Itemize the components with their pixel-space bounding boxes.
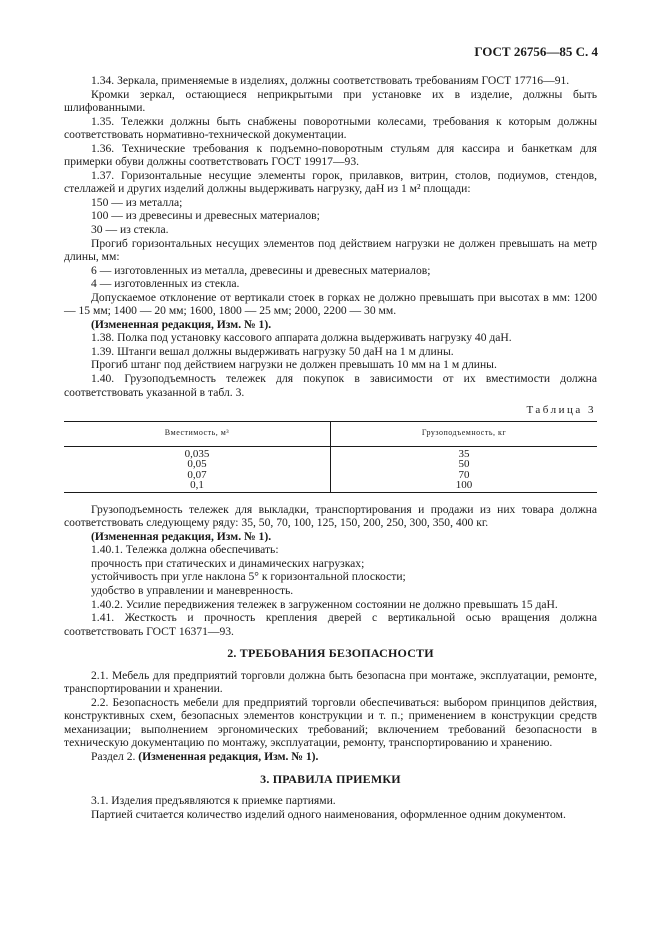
paragraph: (Измененная редакция, Изм. № 1). — [91, 317, 272, 331]
capacity-table — [64, 421, 597, 493]
paragraph: Прогиб штанг под действием нагрузки не должен превышать 10 мм на 1 м длины. — [91, 358, 497, 372]
table-header-row — [64, 421, 597, 446]
cell-load: 50 — [458, 458, 470, 471]
paragraph: 2.2. Безопасность мебели для предприятий торговли обеспечиваться: выбором принципов действия, конструктивных схем, безопасных элементов конструкции и т. п.; применением в конструкции средств механизации; выполнением эргономических требований; включением требований безопасности в техническую документацию по монтажу, эксплуатации, ремонту, транспортированию и хранению. — [64, 695, 597, 750]
table-header-capacity: Вместимость, м³ — [64, 421, 331, 446]
paragraph: 1.40.2. Усилие передвижения тележек в загруженном состоянии не должно превышать 15 даН. — [91, 597, 558, 611]
paragraph: 1.38. Полка под установку кассового аппарата должна выдерживать нагрузку 40 даН. — [91, 331, 512, 345]
page-header: ГОСТ 26756—85 С. 4 — [474, 44, 598, 59]
section-2-note-prefix: Раздел 2. — [91, 749, 139, 763]
paragraph: 150 — из металла; — [91, 195, 183, 209]
document-body — [64, 74, 597, 821]
paragraph: 100 — из древесины и древесных материалов; — [91, 209, 320, 223]
paragraph: Грузоподъемность тележек для выкладки, транспортирования и продажи из них товара должна соответствовать следующему ряду: 35, 50, 70, 100, 125, 150, 200, 250, 300, 350, 400 кг. — [64, 502, 597, 530]
paragraph: 1.35. Тележки должны быть снабжены поворотными колесами, требования к которым должны соответствовать нормативно-технической документации. — [64, 114, 597, 142]
section-2-note-bold: (Измененная редакция, Изм. № 1). — [138, 749, 319, 763]
cell-load: 70 — [458, 468, 470, 481]
paragraph: 1.37. Горизонтальные несущие элементы горок, прилавков, витрин, столов, подиумов, стендов, стеллажей и других изделий должны выдерживать нагрузку, даН из 1 м² площади: — [64, 168, 597, 196]
paragraph: 3.1. Изделия предъявляются к приемке партиями. — [91, 794, 336, 808]
paragraph: (Измененная редакция, Изм. № 1). — [91, 529, 272, 543]
cell-load: 35 — [458, 447, 470, 460]
paragraph: удобство в управлении и маневренность. — [91, 583, 294, 597]
cell-capacity: 0,07 — [64, 470, 331, 481]
paragraph: Прогиб горизонтальных несущих элементов под действием нагрузки не должен превышать на метр длины, мм: — [64, 236, 597, 264]
cell-capacity: 0,05 — [64, 459, 331, 470]
paragraph: Партией считается количество изделий одного наименования, оформленное одним документом. — [91, 807, 566, 821]
paragraph: 2.1. Мебель для предприятий торговли должна быть безопасна при монтаже, эксплуатации, ремонте, транспортировании и хранении. — [64, 668, 597, 696]
paragraph: прочность при статических и динамических нагрузках; — [91, 556, 365, 570]
section-2-title: 2. ТРЕБОВАНИЯ БЕЗОПАСНОСТИ — [227, 646, 434, 661]
table-row — [64, 470, 597, 481]
paragraph: 1.34. Зеркала, применяемые в изделиях, должны соответствовать требованиям ГОСТ 17716—91. — [91, 74, 570, 87]
paragraph: 1.36. Технические требования к подъемно-поворотным стульям для кассира и банкеткам для примерки обуви должны соответствовать ГОСТ 19917—93. — [64, 141, 597, 169]
paragraph: Допускаемое отклонение от вертикали стоек в горках не должно превышать при высотах в мм: 1200 — 15 мм; 1400 — 20 мм; 1600, 1800 — 25 мм; 2000, 2200 — 30 мм. — [64, 290, 597, 318]
cell-capacity: 0,035 — [64, 446, 331, 459]
table-caption: Таблица 3 — [526, 404, 596, 417]
table-row — [64, 480, 597, 492]
paragraph: 1.39. Штанги вешал должны выдерживать нагрузку 50 даН на 1 м длины. — [91, 344, 454, 358]
paragraph: устойчивость при угле наклона 5° к горизонтальной плоскости; — [91, 570, 406, 584]
paragraphs-before-table — [64, 74, 597, 399]
paragraph: 1.41. Жесткость и прочность крепления дверей с вертикальной осью вращения должна соответствовать ГОСТ 16371—93. — [64, 611, 597, 638]
cell-load: 100 — [331, 480, 598, 492]
table-header-load: Грузоподъемность, кг — [331, 421, 598, 446]
paragraph: 1.40. Грузоподъемность тележек для покупок в зависимости от их вместимости должна соответствовать указанной в табл. 3. — [64, 372, 597, 399]
paragraph: 6 — изготовленных из металла, древесины и древесных материалов; — [91, 263, 431, 277]
section-3-body — [64, 794, 597, 821]
section-3-title: 3. ПРАВИЛА ПРИЕМКИ — [260, 771, 401, 786]
cell-capacity: 0,1 — [64, 480, 331, 492]
table-row — [64, 459, 597, 470]
section-2-body — [64, 669, 597, 750]
paragraph: Кромки зеркал, остающиеся неприкрытыми при установке их в изделие, должны быть шлифованными. — [64, 87, 597, 115]
paragraph: 30 — из стекла. — [91, 223, 169, 237]
table-row — [64, 446, 597, 459]
section-2-note — [64, 750, 597, 764]
paragraph: 4 — изготовленных из стекла. — [91, 277, 240, 291]
paragraph: 1.40.1. Тележка должна обеспечивать: — [91, 543, 279, 557]
paragraphs-after-table — [64, 503, 597, 638]
